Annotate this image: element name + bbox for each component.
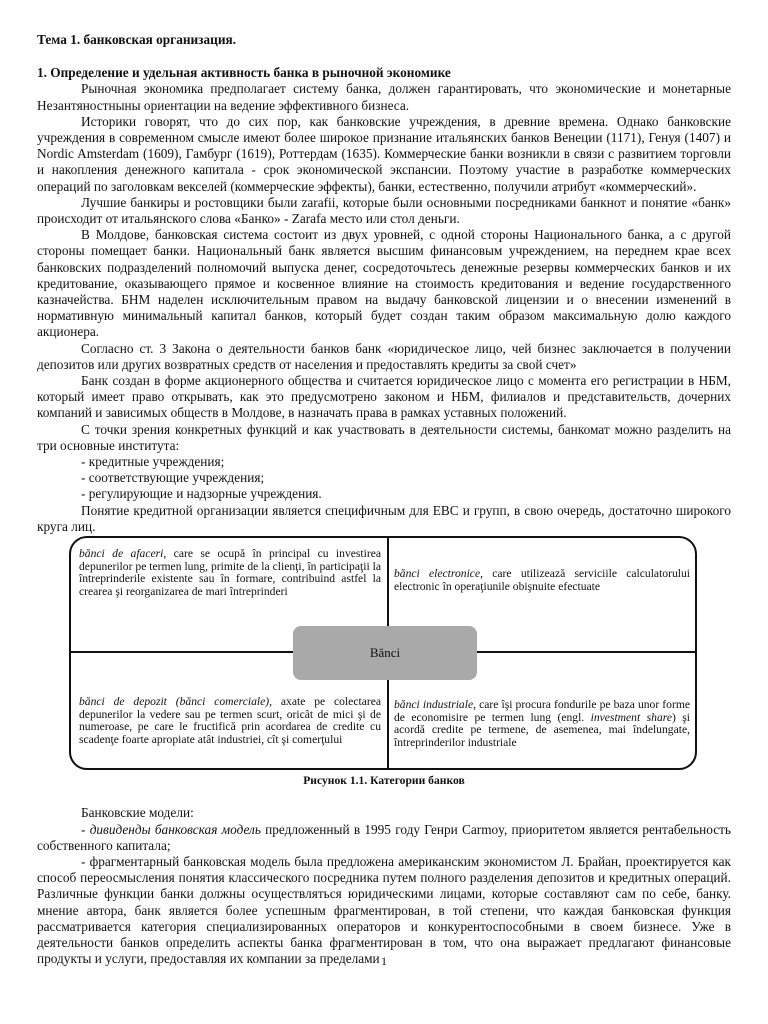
quadrant-term: bănci electronice (394, 567, 481, 581)
quadrant-term: bănci industriale (394, 698, 474, 712)
quadrant-description: , care se ocupă în principal cu investirea depunerilor pe termen lung, primite de la clienţi, în participaţii la întreprinderile existente sau în formare, contribuind astfel la crearea şi reorganizarea de mari întreprinderi (79, 547, 381, 598)
quadrant-term: bănci de afaceri (79, 547, 164, 561)
institution-item: - соответствующие учреждения; (81, 470, 265, 486)
paragraph-5: Согласно ст. 3 Закона о деятельности банков банк «юридическое лицо, чей бизнес заключается в получении депозитов или других возвратных средств от населения и предоставлять кредиты за свой счет» (37, 340, 731, 372)
model-prefix: - (81, 821, 90, 837)
quadrant-electronic-banks (394, 568, 690, 593)
models-heading: Банковские модели: (81, 805, 194, 821)
paragraph-1: Рыночная экономика предполагает систему банка, должен гарантировать, что экономические и монетарные Незантяностныны ориентации на ведение эффективного бизнеса. (37, 81, 731, 113)
quadrant-business-banks (79, 548, 381, 598)
diagram-center-box (293, 626, 477, 680)
document-page (37, 32, 731, 967)
model-item-2: - фрагментарный банковская модель была предложена американским экономистом Л. Брайан, проектируется как способ переосмысления понятия классического посредника путем полного разделения депозитов и кредитных операций. Различные функции банки должны осуществляться юридическими лицами, которые составляют сам по себе, банку. мнение автора, банк является более успешным фрагментирован, в той степени, что каждая банковская функция рассматривается категория специализированных операторов и конкурентоспособными в своем бизнесе. Уже в деятельности банков определить аспекты банка фрагментирован в том, что она выражает предлагают финансовые продукты и услуги, предоставляя их компании за пределами (37, 853, 731, 967)
paragraph-6: Банк создан в форме акционерного общества и считается юридическое лицо с момента его регистрации в НБМ, который имеет право открывать, как это предусмотрено законом и НБМ, филиалов и представительств, дочерних компаний и зависимых обществ в Молдове, в назначать права в рамках уставных положений. (37, 373, 731, 421)
model-description: предложенный в 1995 году Генри Carmoy, приоритетом является рентабельность собственного капитала; (37, 821, 731, 853)
quadrant-description: , care utilizează serviciile calculatorului electronic în operaţiunile obişnuite efectuate (394, 567, 690, 593)
model-term: дивиденды банковская модель (89, 821, 261, 837)
quadrant-description: , care îşi procura fondurile pe baza unor forme de economisire pe termen lung (engl. (394, 698, 690, 724)
quadrant-english-term: investment share (590, 710, 672, 724)
institution-item: - регулирующие и надзорные учреждения. (81, 486, 322, 502)
quadrant-description-end: ) şi acordă credite pe termene, de asemenea, mai îndelungate, întreprinderilor industriale (394, 710, 690, 749)
section-heading: 1. Определение и удельная активность банка в рыночной экономике (37, 65, 451, 81)
quadrant-deposit-banks (79, 696, 381, 746)
quadrant-industrial-banks (394, 699, 690, 749)
paragraph-2: Историки говорят, что до сих пор, как банковские учреждения, в древние времена. Однако банковские учреждения в современном смысле имеют более широкое признание итальянских банков Венеции (1171), Генуя (1407) и Nordic Amsterdam (1609), Гамбург (1619), Роттердам (1635). Коммерческие банки возникли в связи с развитием торговли и накопления денежного капитала - срок экономической экспансии. Поэтому участие в разработке коммерческих операций по заголовкам векселей (коммерческие эффекты), банки, естественно, получили атрибут «коммерческий». (37, 113, 731, 194)
paragraph-8: Понятие кредитной организации является специфичным для ЕВС и групп, в свою очередь, достаточно широкого круга лиц. (37, 502, 731, 534)
page-number: 1 (381, 954, 387, 968)
quadrant-term: bănci de depozit (bănci comerciale), (79, 695, 273, 709)
institution-item: - кредитные учреждения; (81, 454, 225, 470)
diagram-center-label: Bănci (369, 644, 401, 660)
paragraph-4: В Молдове, банковская система состоит из двух уровней, с одной стороны Национального банка, а с другой стороны помещает банки. Национальный банк является высшим финансовым учреждением, на переднем крае всех банковских подразделений полномочий выпуска денег, сосредоточьтесь денежные резервы коммерческих банков и их кредитование, оказывающего прямое и косвенное влияние на стоимость кредитования и ведение государственного казначейства. БНМ наделен исключительным правом на выдачу банковской лицензии и о внесении изменений в нормативную минимальный капитал банков, который будет создан таким образом максимальную долю каждого акционера. (37, 227, 731, 340)
model-item-1 (37, 822, 731, 854)
figure-caption: Рисунок 1.1. Категории банков (303, 774, 465, 788)
bank-categories-diagram (69, 536, 697, 770)
paragraph-3: Лучшие банкиры и ростовщики были zarafii, которые были основными посредниками банкнот и понятие «банк» происходит от итальянского слова «Банко» - Zarafa место или стол деньги. (37, 194, 731, 227)
paragraph-7: С точки зрения конкретных функций и как участвовать в деятельности системы, банкомат можно разделить на три основные института: (37, 421, 731, 453)
quadrant-description: axate pe colectarea depunerilor la vedere sau pe termen scurt, oricât de mici şi de numeroase, pe care le fructifică prin acordarea de credite cu scadenţe foarte apropiate atât industriei, cît şi comerţului (79, 695, 381, 746)
topic-title: Тема 1. банковская организация. (37, 32, 237, 47)
